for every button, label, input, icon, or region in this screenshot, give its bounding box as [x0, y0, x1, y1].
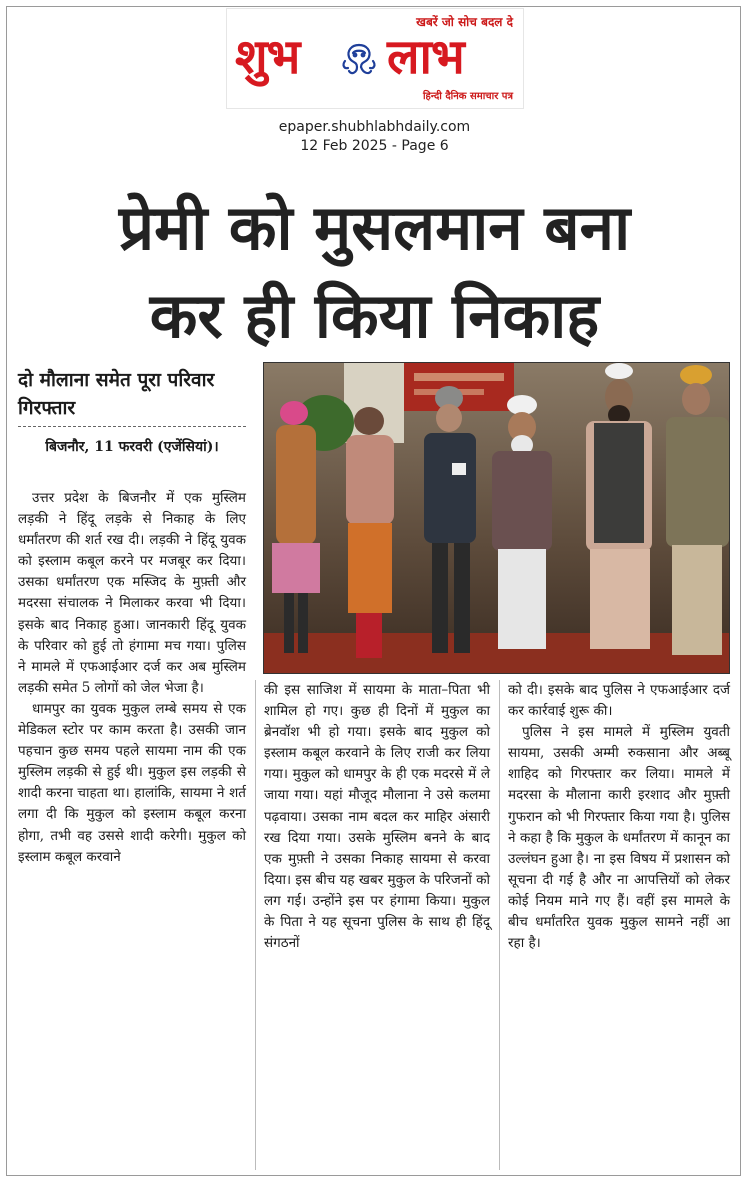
article-paragraph: को दी। इसके बाद पुलिस ने एफआईआर दर्ज कर कार्रवाई शुरू की।: [508, 682, 730, 720]
source-info: [0, 118, 749, 156]
news-photo: [263, 362, 730, 674]
headline-line-2: कर ही किया निकाह: [149, 279, 600, 352]
logo-word-shubh: शुभ: [235, 29, 300, 85]
article-column-2: [264, 680, 490, 1170]
article-column-3: [508, 680, 730, 1170]
article-headline: [10, 184, 739, 360]
column-divider: [255, 680, 256, 1170]
article-paragraph: उत्तर प्रदेश के बिजनौर में एक मुस्लिम लड़की ने हिंदू लड़के से निकाह के लिए धर्मांतरण की शर्त रख दी। लड़की ने हिंदू युवक को इस्लाम कबूल करने पर मजबूर कर दिया। उसका धर्मांतरण एक मस्जिद के मुफ़्ती और मदरसा संचालक ने मिलाकर करवा भी दिया। इसके बाद निकाह हुआ। जानकारी हिंदू युवक के परिवार को हुई तो हंगामा मच गया। पुलिस ने मामले में एफआईआर दर्ज कर अब मुस्लिम लड़की समेत 5 लोगों को जेल भेजा है।: [18, 490, 246, 696]
article-subheadline: दो मौलाना समेत पूरा परिवार गिरफ्तार: [18, 366, 246, 427]
source-url: epaper.shubhlabhdaily.com: [278, 119, 471, 135]
article-paragraph: धामपुर का युवक मुकुल लम्बे समय से एक मेडिकल स्टोर पर काम करता है। उसकी जान पहचान कुछ समय पहले सायमा नाम की एक मुस्लिम लड़की से हुई थी। मुकुल इस लड़की से शादी करना चाहता था। हालांकि, सायमा ने शर्त लगा दी कि मुकुल को इस्लाम कबूल करना होगा, तभी वह उससे शादी करेगी। मुकुल को इस्लाम कबूल करवाने: [18, 700, 246, 865]
column-divider: [499, 680, 500, 1170]
masthead-subtag: हिन्दी दैनिक समाचार पत्र: [422, 91, 513, 102]
photo-scene: [264, 363, 729, 673]
masthead-tagline: खबरें जो सोच बदल दे: [416, 15, 513, 29]
article-paragraph: की इस साजिश में सायमा के माता–पिता भी शामिल हो गए। कुछ ही दिनों में मुकुल का ब्रेनवॉश भी हो गया। इसके बाद मुकुल को इस्लाम कबूल करवाने के लिए राजी कर लिया गया। मुकुल को धामपुर के ही एक मदरसे में ले जाया गया। यहां मौजूद मौलाना ने उसे कलमा पढ़वाया। उसका नाम बदल कर माहिर अंसारी रख दिया गया। उसके मुस्लिम बनने के बाद एक मुफ़्ती ने उसका निकाह सायमा से करवा दिया। इस बीच यह खबर मुकुल के परिजनों को लग गई। उन्होंने इस पर हंगामा किया। मुकुल के पिता ने यह सूचना पुलिस के साथ ही हिंदू संगठनों: [264, 682, 490, 952]
masthead-logo: [226, 8, 524, 109]
article-paragraph: पुलिस ने इस मामले में मुस्लिम युवती सायमा, उसकी अम्मी रुकसाना और अब्बू शाहिद को गिरफ्तार कर लिया। मामले में मदरसा के मौलाना कारी इरशाद और मुफ़्ती गुफरान को भी गिरफ्तार किया गया है। पुलिस ने कहा है कि मुकुल के धर्मांतरण में कानून का उल्लंघन हुआ है। ना इस विषय में प्रशासन को सूचना दी गई है और ना आपत्तियों को लेकर कोई नियम माने गए हैं। वहीं इस मामले के बीच धर्मांतरित युवक मुकुल सामने नहीं आ रहा है।: [508, 724, 730, 952]
ganesha-icon: [339, 41, 379, 81]
source-date-page: 12 Feb 2025 - Page 6: [300, 138, 449, 154]
headline-line-1: प्रेमी को मुसलमान बना: [118, 191, 631, 264]
article-column-1: [18, 488, 246, 1168]
article-dateline: बिजनौर, 11 फरवरी (एजेंसियां)।: [45, 439, 219, 455]
logo-word-labh: लाभ: [387, 29, 464, 85]
